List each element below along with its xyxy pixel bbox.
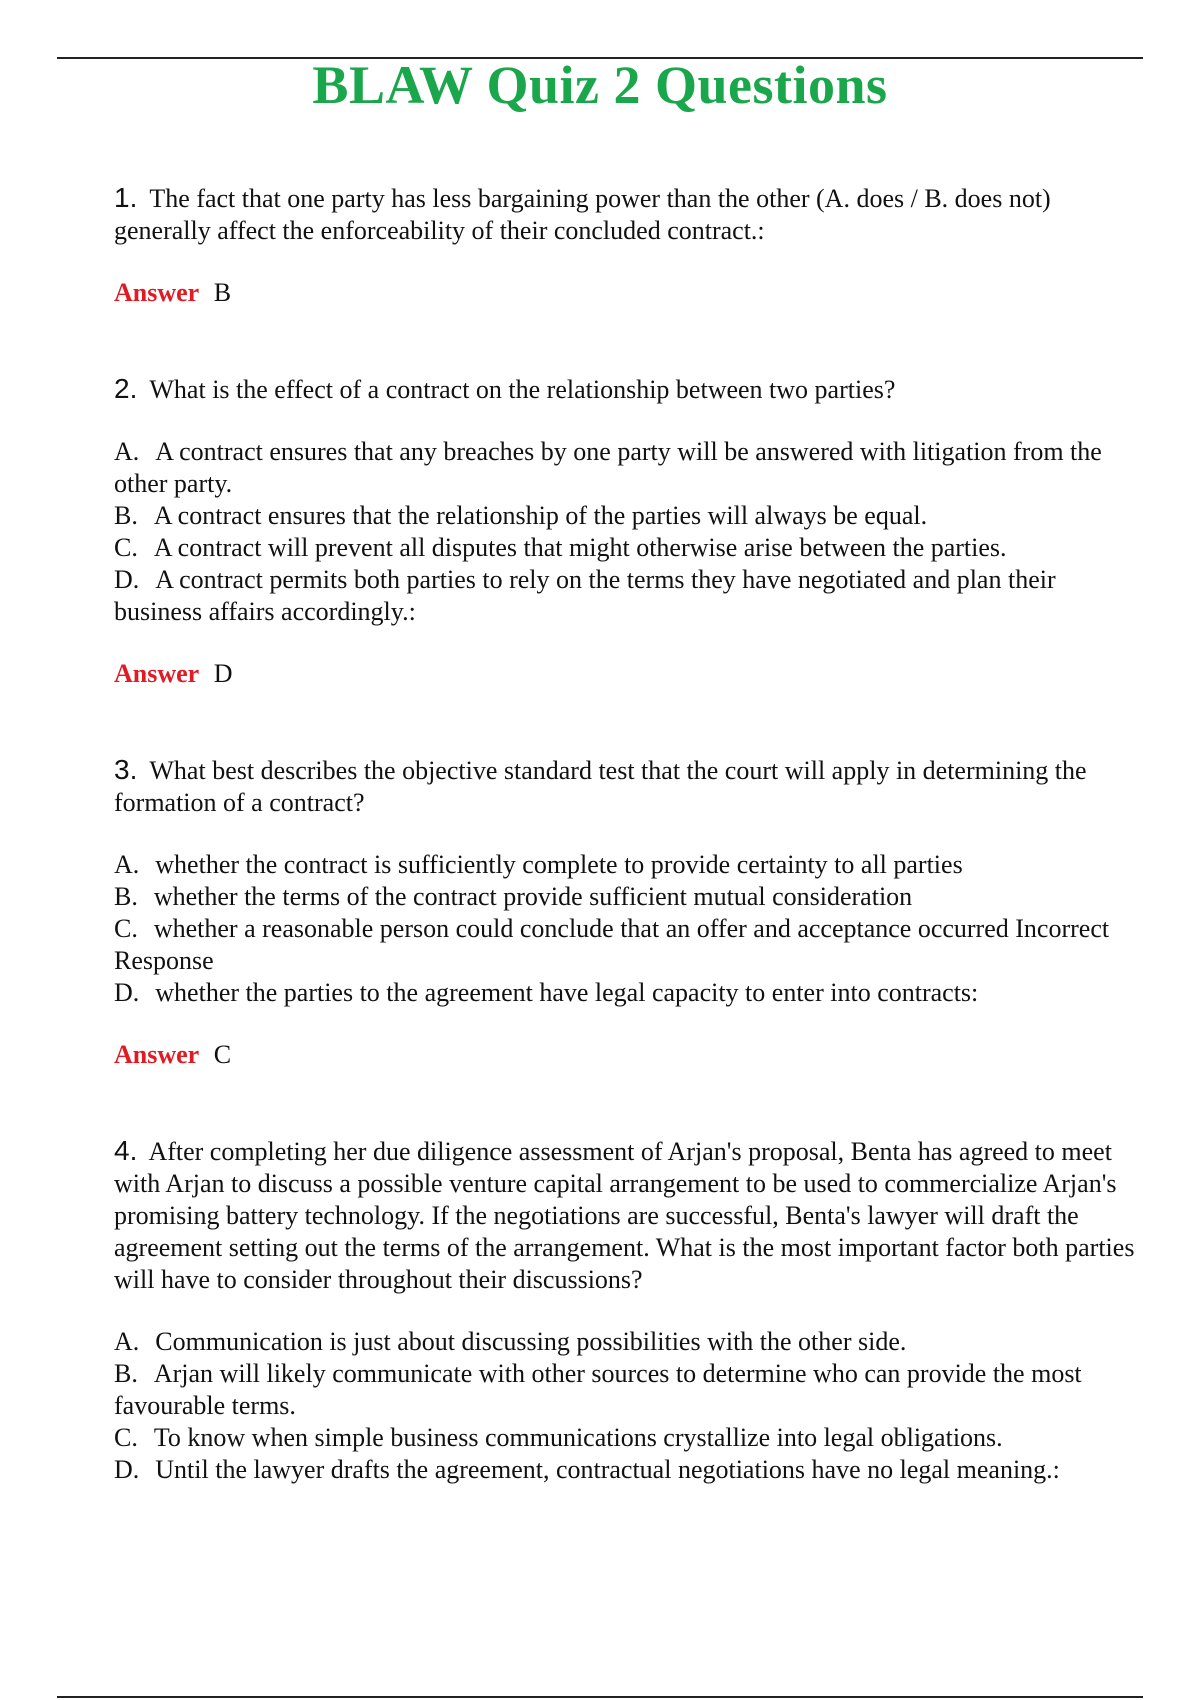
option-b bbox=[114, 500, 1144, 532]
question-prompt: The fact that one party has less bargaining power than the other (A. does / B. does not) generally affect the enforceability of their concluded contract.: bbox=[114, 184, 1051, 245]
question-text bbox=[114, 182, 1144, 247]
option-text: A contract ensures that any breaches by one party will be answered with litigation from the other party. bbox=[114, 437, 1102, 498]
option-letter: D. bbox=[114, 565, 140, 594]
option-d bbox=[114, 564, 1144, 628]
option-text: Arjan will likely communicate with other sources to determine who can provide the most favourable terms. bbox=[114, 1359, 1082, 1420]
option-c bbox=[114, 1422, 1144, 1454]
option-letter: D. bbox=[114, 978, 140, 1007]
option-text: A contract will prevent all disputes that might otherwise arise between the parties. bbox=[153, 533, 1007, 562]
question-number: 1. bbox=[114, 182, 138, 213]
option-c bbox=[114, 532, 1144, 564]
answer-value: D bbox=[213, 659, 233, 688]
option-letter: A. bbox=[114, 1327, 140, 1356]
question-3 bbox=[114, 754, 1144, 1071]
bottom-rule bbox=[57, 1696, 1143, 1698]
answer-label: Answer bbox=[114, 278, 200, 307]
question-number: 2. bbox=[114, 373, 138, 404]
option-letter: C. bbox=[114, 533, 138, 562]
option-text: A contract ensures that the relationship of the parties will always be equal. bbox=[153, 501, 928, 530]
question-prompt: What is the effect of a contract on the relationship between two parties? bbox=[149, 375, 896, 404]
option-a bbox=[114, 849, 1144, 881]
option-letter: B. bbox=[114, 1359, 138, 1388]
quiz-content bbox=[114, 182, 1144, 1486]
question-4 bbox=[114, 1135, 1144, 1486]
option-a bbox=[114, 436, 1144, 500]
question-prompt: What best describes the objective standard test that the court will apply in determining the formation of a contract? bbox=[114, 756, 1087, 817]
option-d bbox=[114, 1454, 1144, 1486]
option-b bbox=[114, 1358, 1144, 1422]
option-letter: C. bbox=[114, 914, 138, 943]
answer-label: Answer bbox=[114, 659, 200, 688]
option-text: A contract permits both parties to rely on the terms they have negotiated and plan their business affairs accordingly.: bbox=[114, 565, 1056, 626]
option-text: whether the terms of the contract provide sufficient mutual consideration bbox=[153, 882, 913, 911]
question-1 bbox=[114, 182, 1144, 309]
option-text: Communication is just about discussing possibilities with the other side. bbox=[155, 1327, 907, 1356]
option-list bbox=[114, 436, 1144, 628]
answer-line bbox=[114, 1039, 1144, 1071]
option-d bbox=[114, 977, 1144, 1009]
option-letter: B. bbox=[114, 501, 138, 530]
option-list bbox=[114, 849, 1144, 1009]
answer-value: C bbox=[213, 1040, 232, 1069]
question-text bbox=[114, 754, 1144, 819]
answer-value: B bbox=[213, 278, 232, 307]
option-letter: A. bbox=[114, 437, 140, 466]
page-title: BLAW Quiz 2 Questions bbox=[312, 55, 888, 115]
option-letter: D. bbox=[114, 1455, 140, 1484]
option-letter: C. bbox=[114, 1423, 138, 1452]
option-letter: B. bbox=[114, 882, 138, 911]
question-number: 4. bbox=[114, 1135, 138, 1166]
question-number: 3. bbox=[114, 754, 138, 785]
question-prompt: After completing her due diligence assessment of Arjan's proposal, Benta has agreed to meet with Arjan to discuss a possible venture capital arrangement to be used to commercialize Arjan's promising battery technology. If the negotiations are successful, Benta's lawyer will draft the agreement setting out the terms of the arrangement. What is the most important factor both parties will have to consider throughout their discussions? bbox=[114, 1137, 1135, 1294]
question-2 bbox=[114, 373, 1144, 690]
answer-label: Answer bbox=[114, 1040, 200, 1069]
option-text: whether a reasonable person could conclude that an offer and acceptance occurred Incorrect Response bbox=[114, 914, 1110, 975]
option-text: To know when simple business communications crystallize into legal obligations. bbox=[153, 1423, 1003, 1452]
option-a bbox=[114, 1326, 1144, 1358]
option-b bbox=[114, 881, 1144, 913]
option-list bbox=[114, 1326, 1144, 1486]
option-text: whether the contract is sufficiently complete to provide certainty to all parties bbox=[155, 850, 963, 879]
answer-line bbox=[114, 658, 1144, 690]
option-text: whether the parties to the agreement have legal capacity to enter into contracts: bbox=[155, 978, 979, 1007]
question-text bbox=[114, 373, 1144, 406]
option-text: Until the lawyer drafts the agreement, contractual negotiations have no legal meaning.: bbox=[155, 1455, 1060, 1484]
question-text bbox=[114, 1135, 1144, 1296]
option-c bbox=[114, 913, 1144, 977]
answer-line bbox=[114, 277, 1144, 309]
option-letter: A. bbox=[114, 850, 140, 879]
